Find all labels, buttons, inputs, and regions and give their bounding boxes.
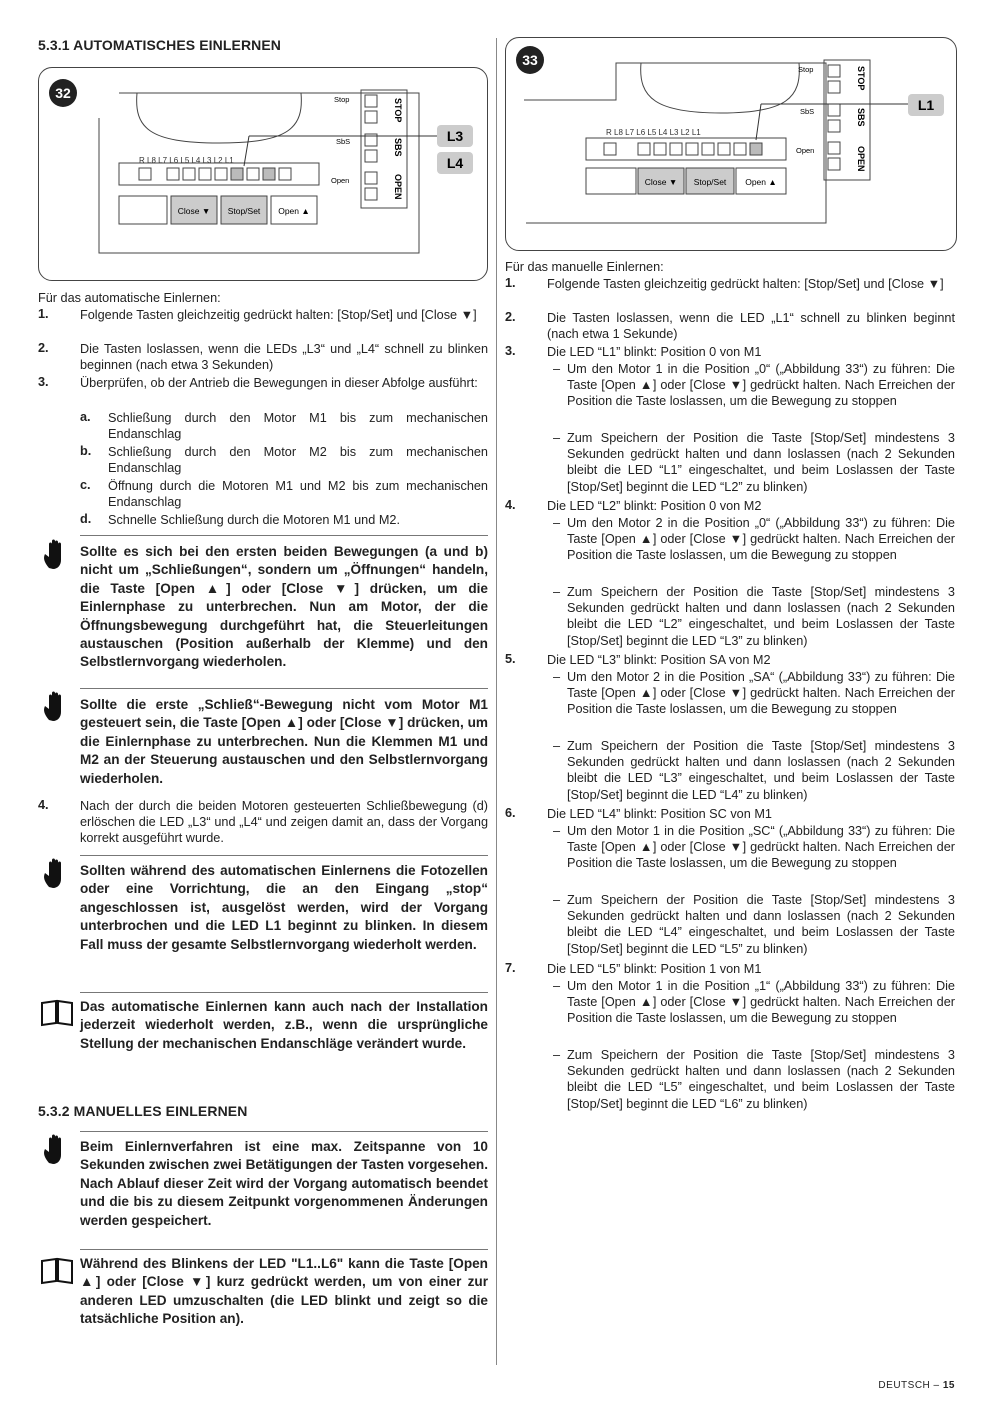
step-3-text: Überprüfen, ob der Antrieb die Bewegungen in dieser Abfolge ausführt: <box>80 376 478 390</box>
note-6: Während des Blinkens der LED "L1..L6" kann die Taste [Open ▲] oder [Close ▼] kurz gedrückt werden, um von einer zur anderen LED umzuschalten (die LED blinkt und zeigt so die tatsächliche Position an). <box>80 1256 488 1327</box>
note-rule <box>80 855 488 856</box>
note-2: Sollte die erste „Schließ“-Bewegung nicht vom Motor M1 gesteuert sein, die Taste [Open ▲] oder [Close ▼] drücken, um die Einlernphase zu unterbrechen. Nun die Klemmen M1 und M2 an der Steuerung austauschen und den Selbstlernvorgang wiederholen. <box>80 697 488 786</box>
m-step-4-text: Die LED “L2” blinkt: Position 0 von M2 <box>547 499 762 513</box>
substep-b-text: Schließung durch den Motor M2 bis zum mechanischen Endanschlag <box>108 445 488 476</box>
substep-a-letter: a. <box>80 410 91 424</box>
callout-l3: L3 <box>446 128 464 144</box>
page-footer <box>878 1380 955 1391</box>
substep-c-text: Öffnung durch die Motoren M1 und M2 bis zum mechanischen Endanschlag <box>108 479 488 510</box>
label-stop: Stop <box>334 95 350 104</box>
label-open: Open <box>796 146 815 155</box>
btn-close-label: Close ▼ <box>177 206 211 216</box>
m-step-3-text: Die LED “L1” blinkt: Position 0 von M1 <box>547 345 762 359</box>
note-1: Sollte es sich bei den ersten beiden Bewegungen (a und b) nicht um „Schließungen“, sondern um „Öffnungen“ handeln, die Taste [Open ▲] oder [Close ▼] drücken, um die Einlernphase zu unterbrechen. Nun am Motor, der die Öffnungsbewegung durchgeführt hat, die Steuerleitungen austauschen (Position außerhalb der Klemme) und den Selbstlernvorgang wiederholen. <box>80 544 488 670</box>
control-board-diagram-32 <box>39 68 487 280</box>
m-step-5-text: Die LED “L3” blinkt: Position SA von M2 <box>547 653 771 667</box>
m-step-5-number: 5. <box>505 652 516 666</box>
callout-l1: L1 <box>917 97 935 113</box>
step-2-number: 2. <box>38 341 49 355</box>
note-rule <box>80 992 488 993</box>
hand-warning-icon <box>40 1133 74 1167</box>
label-stop: Stop <box>798 65 814 74</box>
note-rule <box>80 535 488 536</box>
substep-d-letter: d. <box>80 512 92 526</box>
term-open: OPEN <box>393 174 403 200</box>
m-step-6-a: Um den Motor 1 in die Position „SC“ („Abbildung 33“) zu führen: Die Taste [Open ▲] oder [Close ▼] gedrückt halten. Nach Erreichen der Position die Taste loslassen, um die Bewegung zu stoppen <box>567 824 955 871</box>
note-5: Beim Einlernverfahren ist eine max. Zeitspanne von 10 Sekunden zwischen zwei Betätigungen der Tasten vorgesehen. Nach Ablauf dieser Zeit wird der Vorgang automatisch beendet und die bis zu diesem Zeitpunkt vorgenommenen Änderungen werden gespeichert. <box>80 1139 488 1228</box>
section-heading-532: 5.3.2 MANUELLES EINLERNEN <box>38 1103 248 1119</box>
btn-open-label: Open ▲ <box>745 177 777 187</box>
m-step-2-number: 2. <box>505 310 516 324</box>
label-sbs: SbS <box>336 137 351 146</box>
substep-c-letter: c. <box>80 478 91 492</box>
figure-32 <box>38 67 488 281</box>
term-sbs: SBS <box>393 138 403 157</box>
control-board-diagram-33 <box>506 38 956 250</box>
page-number: 15 <box>942 1380 955 1391</box>
m-step-4-a: Um den Motor 2 in die Position „0“ („Abbildung 33“) zu führen: Die Taste [Open ▲] oder [Close ▼] gedrückt halten. Nach Erreichen der Position die Taste loslassen, um die Bewegung zu stoppen <box>567 516 955 563</box>
m-step-5-a: Um den Motor 2 in die Position „SA“ („Abbildung 33“) zu führen: Die Taste [Open ▲] oder [Close ▼] gedrückt halten. Nach Erreichen der Position die Taste loslassen, um die Bewegung zu stoppen <box>567 670 955 717</box>
hand-warning-icon <box>40 857 74 891</box>
led-labels: R L8 L7 L6 L5 L4 L3 L2 L1 <box>139 156 234 165</box>
m-step-4-b: Zum Speichern der Position die Taste [Stop/Set] mindestens 3 Sekunden gedrückt halten und dann loslassen (nach 2 Sekunden bleibt die LED “L2” eingeschaltet, und beim Loslassen der Taste [Stop/Set] beginnt die LED “L3” zu blinken) <box>567 585 955 648</box>
m-step-4-number: 4. <box>505 498 516 512</box>
step-4-text: Nach der durch die beiden Motoren gesteuerten Schließbewegung (d) erlöschen die LED „L3“ und „L4“ und zeigen damit an, dass der Vorgang korrekt ausgeführt wurde. <box>80 799 488 846</box>
auto-intro: Für das automatische Einlernen: <box>38 291 221 305</box>
m-step-6-text: Die LED “L4” blinkt: Position SC von M1 <box>547 807 772 821</box>
term-stop: STOP <box>856 66 866 91</box>
btn-open-label: Open ▲ <box>278 206 310 216</box>
m-step-6-b: Zum Speichern der Position die Taste [Stop/Set] mindestens 3 Sekunden gedrückt halten und dann loslassen (nach 2 Sekunden bleibt die LED “L4” eingeschaltet, und beim Loslassen der Taste [Stop/Set] beginnt die LED “L5” zu blinken) <box>567 893 955 956</box>
figure-33 <box>505 37 957 251</box>
note-rule <box>80 1131 488 1132</box>
m-step-3-a: Um den Motor 1 in die Position „0“ („Abbildung 33“) zu führen: Die Taste [Open ▲] oder [Close ▼] gedrückt halten. Nach Erreichen der Position die Taste loslassen, um die Bewegung zu stoppen <box>567 362 955 409</box>
hand-warning-icon <box>40 538 74 572</box>
m-step-1-number: 1. <box>505 276 516 290</box>
footer-language: DEUTSCH – <box>878 1380 943 1391</box>
m-step-7-a: Um den Motor 1 in die Position „1“ („Abbildung 33“) zu führen: Die Taste [Open ▲] oder [Close ▼] gedrückt halten. Nach Erreichen der Position die Taste loslassen, um die Bewegung zu stoppen <box>567 979 955 1026</box>
substep-a-text: Schließung durch den Motor M1 bis zum mechanischen Endanschlag <box>108 411 488 442</box>
note-rule <box>80 1249 488 1250</box>
label-sbs: SbS <box>800 107 815 116</box>
m-step-3-number: 3. <box>505 344 516 358</box>
callout-l4: L4 <box>446 155 464 171</box>
label-open: Open <box>331 176 350 185</box>
btn-stopset-label: Stop/Set <box>227 206 261 216</box>
term-open: OPEN <box>856 146 866 172</box>
m-step-7-number: 7. <box>505 961 516 975</box>
section-heading-531: 5.3.1 AUTOMATISCHES EINLERNEN <box>38 37 282 53</box>
m-step-5-b: Zum Speichern der Position die Taste [Stop/Set] mindestens 3 Sekunden gedrückt halten und dann loslassen (nach 2 Sekunden bleibt die LED “L3” eingeschaltet, und beim Loslassen der Taste [Stop/Set] beginnt die LED “L4” zu blinken) <box>567 739 955 802</box>
book-info-icon <box>40 1253 74 1287</box>
figure-number: 32 <box>55 85 71 101</box>
figure-number: 33 <box>522 52 538 68</box>
substep-b-letter: b. <box>80 444 92 458</box>
m-step-7-b: Zum Speichern der Position die Taste [Stop/Set] mindestens 3 Sekunden gedrückt halten und dann loslassen (nach 2 Sekunden bleibt die LED “L5” eingeschaltet, und beim Loslassen der Taste [Stop/Set] beginnt die LED “L6” zu blinken) <box>567 1048 955 1111</box>
term-sbs: SBS <box>856 108 866 127</box>
led-labels: R L8 L7 L6 L5 L4 L3 L2 L1 <box>606 128 701 137</box>
note-4: Das automatische Einlernen kann auch nach der Installation jederzeit wiederholt werden, z.B., wenn die ursprüngliche Stellung der mechanischen Endanschläge verändert wurde. <box>80 999 488 1051</box>
column-divider <box>496 38 497 1365</box>
note-rule <box>80 688 488 689</box>
m-step-1-text: Folgende Tasten gleichzeitig gedrückt halten: [Stop/Set] und [Close ▼] <box>547 277 944 291</box>
btn-close-label: Close ▼ <box>644 177 678 187</box>
m-step-2-text: Die Tasten loslassen, wenn die LED „L1“ schnell zu blinken beginnt (nach etwa 1 Sekunde) <box>547 311 955 342</box>
step-4-number: 4. <box>38 798 49 812</box>
m-step-6-number: 6. <box>505 806 516 820</box>
substep-d-text: Schnelle Schließung durch die Motoren M1 und M2. <box>108 513 400 527</box>
hand-warning-icon <box>40 690 74 724</box>
book-info-icon <box>40 995 74 1029</box>
btn-stopset-label: Stop/Set <box>693 177 727 187</box>
step-3-number: 3. <box>38 375 49 389</box>
note-3: Sollten während des automatischen Einlernens die Fotozellen oder eine Vorrichtung, die an den Eingang „stop“ angeschlossen ist, ausgelöst werden, wird der Vorgang unterbrochen und die LED L1 beginnt zu blinken. In diesem Fall muss der gesamte Selbstlernvorgang wiederholt werden. <box>80 863 488 952</box>
m-step-7-text: Die LED “L5” blinkt: Position 1 von M1 <box>547 962 762 976</box>
term-stop: STOP <box>393 98 403 123</box>
step-1-text: Folgende Tasten gleichzeitig gedrückt halten: [Stop/Set] und [Close ▼] <box>80 308 477 322</box>
manual-intro: Für das manuelle Einlernen: <box>505 260 664 274</box>
step-1-number: 1. <box>38 307 49 321</box>
step-2-text: Die Tasten loslassen, wenn die LEDs „L3“ und „L4“ schnell zu blinken beginnen (nach etwa 3 Sekunden) <box>80 342 488 373</box>
m-step-3-b: Zum Speichern der Position die Taste [Stop/Set] mindestens 3 Sekunden gedrückt halten und dann loslassen (nach 2 Sekunden bleibt die LED “L1” eingeschaltet, und beim Loslassen der Taste [Stop/Set] beginnt die LED “L2” zu blinken) <box>567 431 955 494</box>
